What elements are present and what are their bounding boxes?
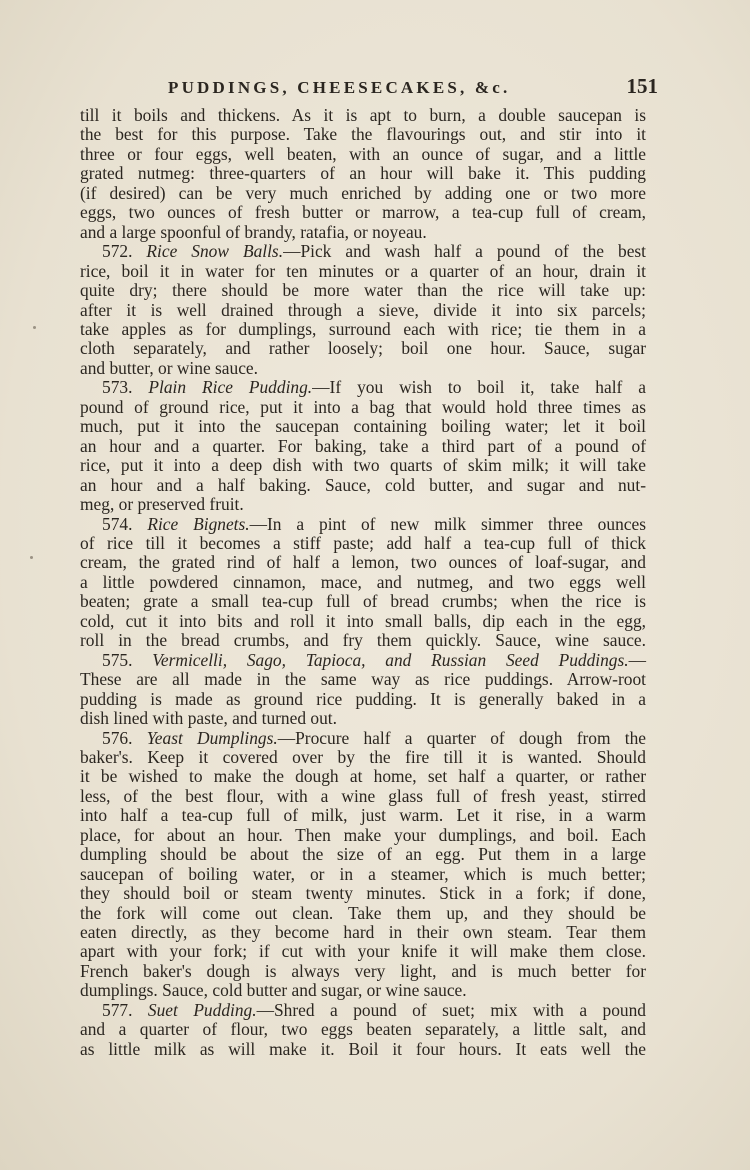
line-text: less, of the best flour, with a wine glass full of fresh yeast, stirred — [80, 785, 646, 806]
line-text: cream, the grated rind of half a lemon, two ounces of loaf-sugar, and — [80, 552, 646, 573]
line-text: cold, cut it into bits and roll it into small balls, dip each in the egg, — [80, 610, 646, 631]
line-text: These are all made in the same way as rice puddings. Arrow-root — [80, 669, 646, 690]
recipe-title: Rice Snow Balls. — [146, 241, 284, 262]
line-text: eggs, two ounces of fresh butter or marrow, a tea-cup full of cream, — [80, 202, 646, 223]
line-text: — — [628, 649, 647, 670]
text-line — [80, 456, 646, 475]
line-text: a little powdered cinnamon, mace, and nutmeg, and two eggs well — [80, 571, 646, 592]
paper-speck — [30, 556, 33, 559]
line-text: grated nutmeg: three-quarters of an hour will bake it. This pudding — [80, 163, 646, 184]
line-text: and butter, or wine sauce. — [80, 357, 258, 378]
line-text: place, for about an hour. Then make your dumplings, and boil. Each — [80, 824, 646, 845]
recipe-start-line — [80, 651, 646, 670]
text-line — [80, 1020, 646, 1039]
line-text: —Procure half a quarter of dough from the — [277, 727, 647, 748]
line-text: much, put it into the saucepan containing boiling water; let it boil — [80, 416, 646, 437]
text-line — [80, 417, 646, 436]
recipe-number: 577. — [102, 999, 148, 1020]
text-line — [80, 203, 646, 222]
line-text: pound of ground rice, put it into a bag that would hold three times as — [80, 396, 646, 417]
text-line — [80, 748, 646, 767]
text-line — [80, 612, 646, 631]
text-line — [80, 787, 646, 806]
text-line — [80, 806, 646, 825]
recipe-title: Suet Pudding. — [147, 999, 257, 1020]
recipe-start-line — [80, 515, 646, 534]
text-line — [80, 670, 646, 689]
text-line — [80, 476, 646, 495]
line-text: the fork will come out clean. Take them up, and they should be — [80, 902, 646, 923]
text-line — [80, 145, 646, 164]
line-text: quite dry; there should be more water than the rice will take up: — [80, 280, 646, 301]
line-text: —If you wish to boil it, take half a — [312, 377, 647, 398]
recipe-start-line — [80, 729, 646, 748]
recipe-title: Rice Bignets. — [147, 513, 250, 534]
line-text: into half a tea-cup full of milk, just warm. Let it rise, in a warm — [80, 805, 646, 826]
text-line — [80, 884, 646, 903]
line-text: till it boils and thickens. As it is apt to burn, a double saucepan is — [80, 105, 646, 125]
text-line — [80, 767, 646, 786]
recipe-number: 575. — [102, 649, 153, 670]
line-text: three or four eggs, well beaten, with an ounce of sugar, and a little — [80, 143, 646, 164]
page-header — [168, 74, 658, 99]
line-text: rice, put it into a deep dish with two quarts of skim milk; it will take — [80, 455, 646, 476]
text-line — [80, 553, 646, 572]
text-line — [80, 690, 646, 709]
line-text: and a quarter of flour, two eggs beaten separately, a little salt, and — [80, 1019, 646, 1040]
text-line — [80, 320, 646, 339]
recipe-number: 573. — [102, 377, 149, 398]
line-text: French baker's dough is always very light, and is much better for — [80, 960, 646, 981]
line-text: take apples as for dumplings, surround each with rice; tie them in a — [80, 318, 646, 339]
text-line — [80, 339, 646, 358]
line-text: —In a pint of new milk simmer three ounces — [249, 513, 646, 534]
text-line — [80, 398, 646, 417]
text-line — [80, 904, 646, 923]
text-line — [80, 962, 646, 981]
recipe-number: 572. — [102, 241, 147, 262]
line-text: (if desired) can be very much enriched by adding one or two more — [80, 182, 646, 203]
line-text: beaten; grate a small tea-cup full of bread crumbs; when the rice is — [80, 591, 646, 612]
line-text: an hour and a half baking. Sauce, cold butter, and sugar and nut- — [80, 474, 646, 495]
recipe-start-line — [80, 242, 646, 261]
text-line — [80, 923, 646, 942]
recipe-start-line — [80, 1001, 646, 1020]
page-number: 151 — [626, 74, 658, 98]
body-text — [80, 106, 646, 1059]
recipe-title: Plain Rice Pudding. — [148, 377, 313, 398]
line-text: the best for this purpose. Take the flavourings out, and stir into it — [80, 124, 646, 145]
recipe-number: 576. — [102, 727, 147, 748]
text-line — [80, 534, 646, 553]
text-line — [80, 262, 646, 281]
line-text: dumplings. Sauce, cold butter and sugar, or wine sauce. — [80, 980, 467, 1001]
line-text: after it is well drained through a sieve, divide it into six parcels; — [80, 299, 646, 320]
text-line — [80, 845, 646, 864]
recipe-number: 574. — [102, 513, 148, 534]
line-text: —Shred a pound of suet; mix with a pound — [256, 999, 646, 1020]
text-line — [80, 164, 646, 183]
line-text: apart with your fork; if cut with your knife it will make them close. — [80, 941, 646, 962]
line-text: saucepan of boiling water, or in a steamer, which is much better; — [80, 863, 646, 884]
line-text: cloth separately, and rather loosely; boil one hour. Sauce, sugar — [80, 338, 646, 359]
text-line — [80, 106, 646, 125]
text-line — [80, 301, 646, 320]
line-text: meg, or preserved fruit. — [80, 494, 244, 515]
line-text: rice, boil it in water for ten minutes or a quarter of an hour, drain it — [80, 260, 646, 281]
text-line — [80, 631, 646, 650]
text-line — [80, 1040, 646, 1059]
text-line — [80, 437, 646, 456]
line-text: an hour and a quarter. For baking, take a third part of a pound of — [80, 435, 646, 456]
text-line — [80, 495, 646, 514]
text-line — [80, 281, 646, 300]
line-text: dumpling should be about the size of an egg. Put them in a large — [80, 844, 646, 865]
text-line — [80, 981, 646, 1000]
recipe-title: Yeast Dumplings. — [146, 727, 278, 748]
recipe-title: Vermicelli, Sago, Tapioca, and Russian Seed Puddings. — [152, 649, 629, 670]
line-text: of rice till it becomes a stiff paste; add half a tea-cup full of thick — [80, 532, 646, 553]
line-text: they should boil or steam twenty minutes. Stick in a fork; if done, — [80, 883, 646, 904]
text-line — [80, 865, 646, 884]
line-text: it be wished to make the dough at home, set half a quarter, or rather — [80, 766, 646, 787]
text-line — [80, 592, 646, 611]
paper-speck — [33, 326, 36, 329]
line-text: dish lined with paste, and turned out. — [80, 708, 337, 729]
text-line — [80, 359, 646, 378]
text-line — [80, 223, 646, 242]
text-line — [80, 573, 646, 592]
text-line — [80, 826, 646, 845]
line-text: as little milk as will make it. Boil it four hours. It eats well the — [80, 1038, 646, 1059]
line-text: baker's. Keep it covered over by the fire till it is wanted. Should — [80, 746, 646, 767]
recipe-start-line — [80, 378, 646, 397]
text-line — [80, 184, 646, 203]
running-head: PUDDINGS, CHEESECAKES, &c. — [168, 78, 511, 97]
text-line — [80, 942, 646, 961]
line-text: and a large spoonful of brandy, ratafia, or noyeau. — [80, 221, 427, 242]
line-text: roll in the bread crumbs, and fry them quickly. Sauce, wine sauce. — [80, 630, 646, 651]
line-text: eaten directly, as they become hard in their own steam. Tear them — [80, 922, 646, 943]
text-line — [80, 125, 646, 144]
line-text: —Pick and wash half a pound of the best — [283, 241, 647, 262]
line-text: pudding is made as ground rice pudding. It is generally baked in a — [80, 688, 646, 709]
text-line — [80, 709, 646, 728]
